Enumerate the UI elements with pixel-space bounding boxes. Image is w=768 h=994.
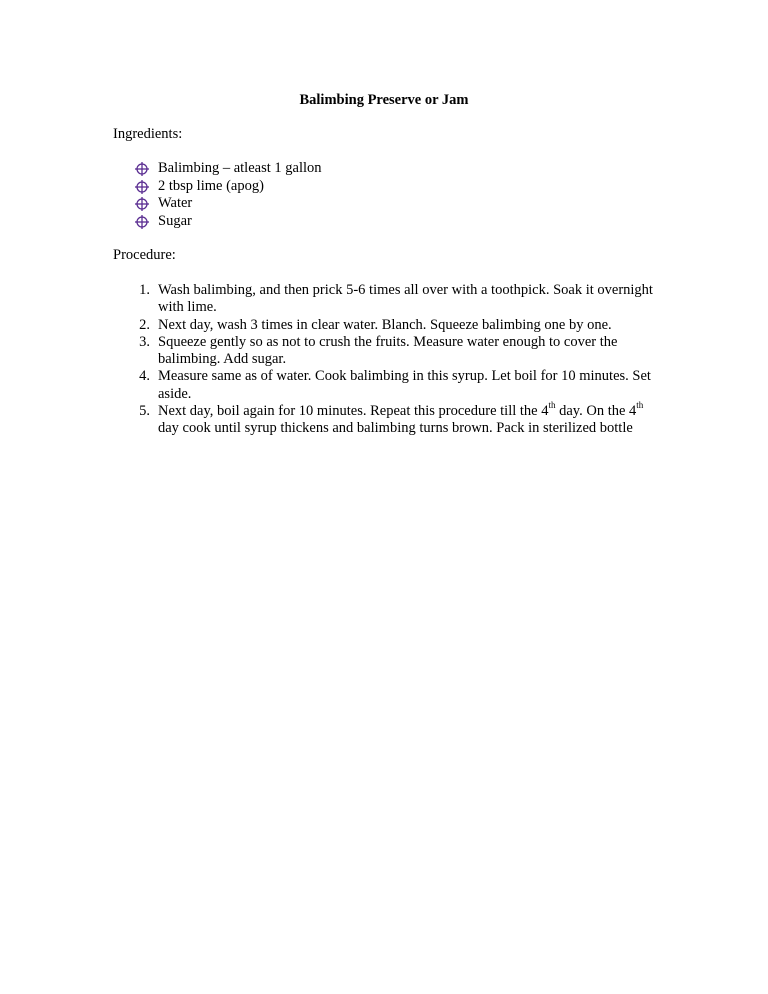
step-text: Wash balimbing, and then prick 5-6 times all over with a toothpick. Soak it overnight with lime. [158,282,653,316]
crosshair-circle-icon [134,196,150,212]
step-text-part: day. On the 4 [555,403,637,420]
procedure-step [130,400,660,438]
crosshair-circle-icon [134,179,150,195]
step-text: Squeeze gently so as not to crush the fruits. Measure water enough to cover the balimbing. Add sugar. [158,333,618,368]
step-text-part: Next day, boil again for 10 minutes. Repeat this procedure till the 4 [158,403,549,420]
step-text-part: day cook until syrup thickens and balimbing turns brown. Pack in sterilized bottle [158,420,633,437]
step-number: 3. [139,333,150,350]
list-item [134,195,322,213]
list-item [134,178,322,196]
procedure-step [130,317,660,334]
crosshair-circle-icon [134,161,150,177]
list-item [134,160,322,178]
step-number: 4. [139,368,150,385]
step-text [158,400,644,437]
ingredient-text: Water [158,195,193,211]
procedure-step [130,368,660,403]
procedure-list [130,282,660,438]
list-item [134,213,322,231]
procedure-heading: Procedure: [113,247,176,263]
ordinal-suffix: th [548,400,556,411]
step-number: 2. [139,316,150,333]
crosshair-circle-icon [134,214,150,230]
ingredient-text: Sugar [158,212,192,229]
step-text: Measure same as of water. Cook balimbing in this syrup. Let boil for 10 minutes. Set aside. [158,368,651,402]
step-number: 1. [139,282,150,298]
procedure-step [130,282,660,317]
ingredients-heading: Ingredients: [113,126,183,142]
ingredient-text: 2 tbsp lime (apog) [158,177,264,194]
ingredients-list [134,160,322,230]
procedure-step [130,334,660,369]
page-title: Balimbing Preserve or Jam [299,92,469,108]
ingredient-text: Balimbing – atleast 1 gallon [158,160,322,176]
ordinal-suffix: th [636,400,644,411]
step-number: 5. [139,403,150,420]
step-text: Next day, wash 3 times in clear water. Blanch. Squeeze balimbing one by one. [158,316,612,333]
